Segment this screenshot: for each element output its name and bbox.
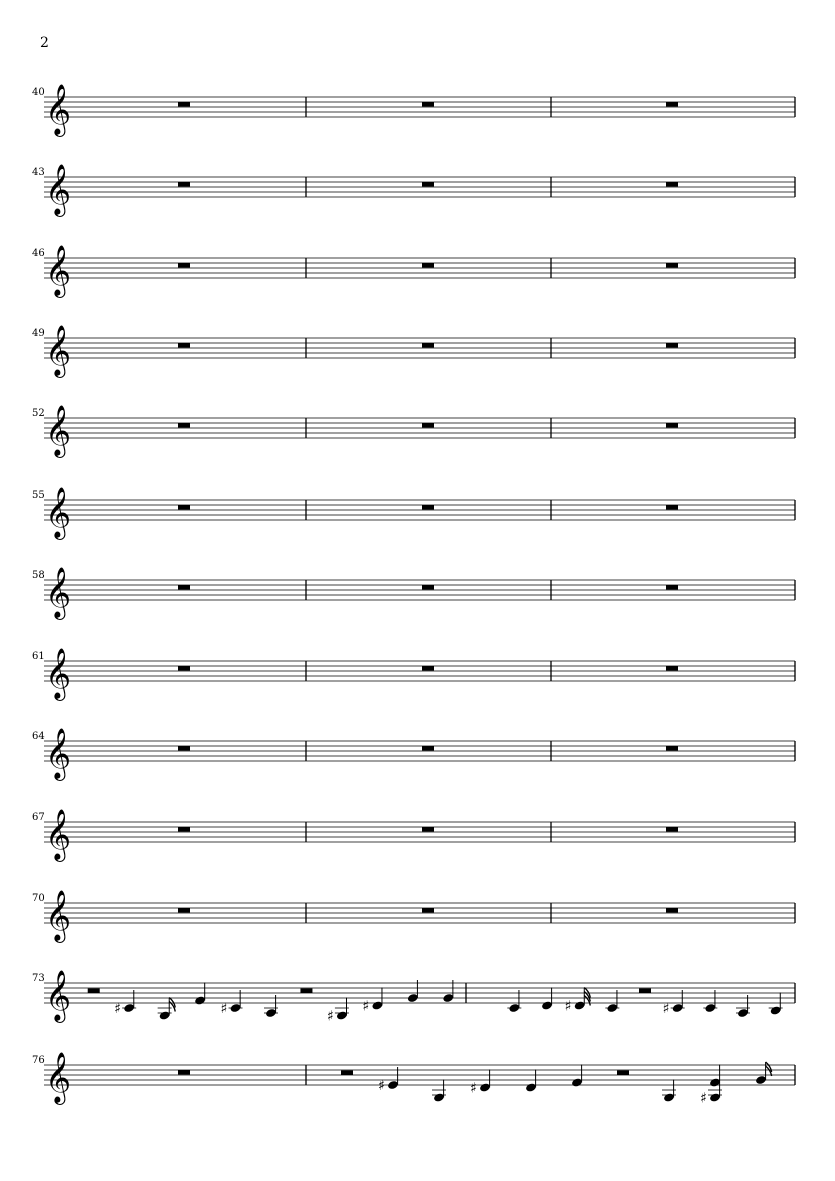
sharp-icon: ♯ xyxy=(362,998,370,1015)
treble-clef-icon: 𝄞 xyxy=(45,164,72,215)
staff-system xyxy=(32,245,795,298)
staff-system xyxy=(32,890,795,943)
whole-rest xyxy=(666,585,678,590)
whole-rest xyxy=(422,423,434,428)
treble-clef-icon: 𝄞 xyxy=(45,648,72,699)
whole-rest xyxy=(666,343,678,348)
staff-system xyxy=(32,1052,795,1107)
page-number: 2 xyxy=(40,35,49,51)
whole-rest xyxy=(178,505,190,510)
whole-rest xyxy=(178,423,190,428)
whole-rest xyxy=(666,182,678,187)
treble-clef-icon: 𝄞 xyxy=(45,970,72,1021)
sharp-icon: ♯ xyxy=(326,1008,334,1025)
whole-rest xyxy=(422,746,434,751)
whole-rest xyxy=(422,343,434,348)
whole-rest xyxy=(422,827,434,832)
whole-rest xyxy=(666,263,678,268)
whole-rest xyxy=(178,1070,190,1075)
staff-system xyxy=(32,84,795,137)
whole-rest xyxy=(666,102,678,107)
treble-clef-icon: 𝄞 xyxy=(45,405,72,456)
half-rest xyxy=(617,1071,629,1076)
sharp-icon: ♯ xyxy=(114,1001,121,1017)
whole-rest xyxy=(178,585,190,590)
sharp-icon: ♯ xyxy=(564,998,572,1015)
treble-clef-icon: 𝄞 xyxy=(45,487,72,538)
whole-rest xyxy=(422,505,434,510)
treble-clef-icon: 𝄞 xyxy=(45,890,72,941)
whole-rest xyxy=(178,827,190,832)
measure-number: 43 xyxy=(32,167,45,178)
measure-number: 40 xyxy=(32,87,45,98)
staff-system xyxy=(32,487,795,540)
whole-rest xyxy=(178,746,190,751)
whole-rest xyxy=(422,908,434,913)
whole-rest xyxy=(178,263,190,268)
measure-number: 73 xyxy=(32,973,45,984)
half-rest xyxy=(639,989,651,994)
measure-number: 49 xyxy=(32,328,45,339)
whole-rest xyxy=(666,827,678,832)
whole-rest xyxy=(666,666,678,671)
treble-clef-icon: 𝄞 xyxy=(45,728,72,779)
staff-system xyxy=(32,648,795,701)
whole-rest xyxy=(422,182,434,187)
sharp-icon: ♯ xyxy=(220,1001,228,1017)
treble-clef-icon: 𝄞 xyxy=(45,245,72,296)
half-rest xyxy=(341,1071,353,1076)
whole-rest xyxy=(666,908,678,913)
staff-system xyxy=(32,325,795,378)
measure-number: 46 xyxy=(32,248,45,259)
measure-number: 64 xyxy=(32,731,45,742)
half-rest xyxy=(300,989,312,994)
staff-system xyxy=(32,728,795,781)
whole-rest xyxy=(666,505,678,510)
staff-system xyxy=(32,405,795,458)
whole-rest xyxy=(178,343,190,348)
half-rest xyxy=(88,989,100,994)
whole-rest xyxy=(422,666,434,671)
whole-rest xyxy=(178,182,190,187)
measure-number: 55 xyxy=(32,490,45,501)
treble-clef-icon: 𝄞 xyxy=(45,325,72,376)
measure-number: 67 xyxy=(32,812,45,823)
whole-rest xyxy=(178,102,190,107)
measure-number: 70 xyxy=(32,893,45,904)
treble-clef-icon: 𝄞 xyxy=(45,1052,72,1103)
whole-rest xyxy=(178,908,190,913)
staff-system xyxy=(32,809,795,862)
staff-systems xyxy=(32,84,795,1107)
whole-rest xyxy=(666,423,678,428)
whole-rest xyxy=(666,746,678,751)
whole-rest xyxy=(422,102,434,107)
whole-rest xyxy=(422,585,434,590)
staff-system xyxy=(32,164,795,217)
whole-rest xyxy=(178,666,190,671)
measure-number: 76 xyxy=(32,1055,45,1066)
treble-clef-icon: 𝄞 xyxy=(45,809,72,860)
sharp-icon: ♯ xyxy=(470,1080,477,1097)
treble-clef-icon: 𝄞 xyxy=(45,84,72,135)
sharp-icon: ♯ xyxy=(700,1090,707,1107)
measure-number: 58 xyxy=(32,570,45,581)
staff-system xyxy=(32,567,795,620)
measure-number: 52 xyxy=(32,408,45,419)
measure-number: 61 xyxy=(32,651,45,662)
sharp-icon: ♯ xyxy=(662,1001,670,1017)
whole-rest xyxy=(422,263,434,268)
staff-system xyxy=(32,970,795,1025)
sharp-icon: ♯ xyxy=(378,1078,385,1094)
treble-clef-icon: 𝄞 xyxy=(45,567,72,618)
